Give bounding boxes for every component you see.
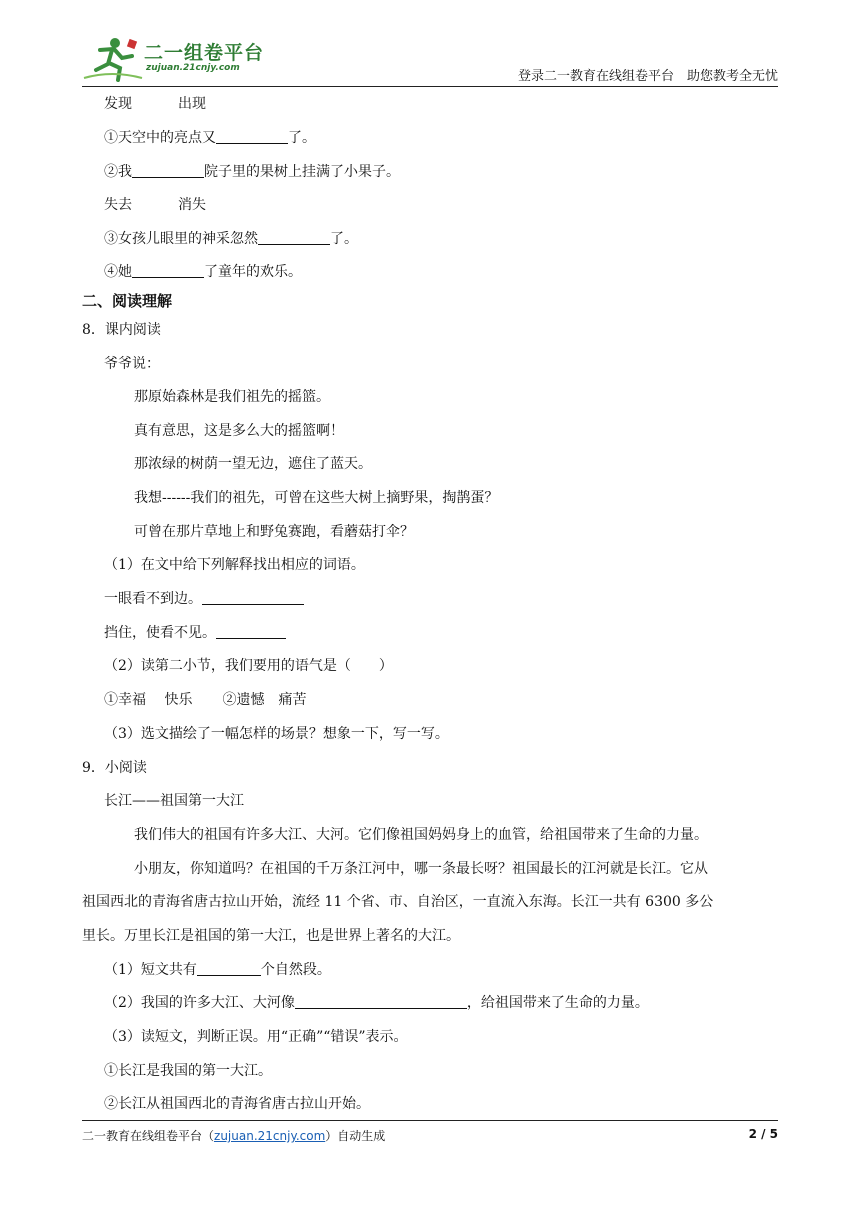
- sub-question-1: （1）短文共有 个自然段。: [104, 962, 331, 978]
- brand-name: 二一组卷平台: [144, 42, 265, 64]
- sub-question-1: （1）在文中给下列解释找出相应的词语。: [104, 557, 365, 573]
- passage-line: 可曾在那片草地上和野兔赛跑，看蘑菇打伞？: [134, 524, 414, 540]
- sentence-3: ③女孩儿眼里的神采忽然 了。: [104, 231, 358, 247]
- sentence-1: ①天空中的亮点又 了。: [104, 130, 316, 146]
- section-title: 二、阅读理解: [82, 292, 173, 310]
- word-pair-2: 失去 消失: [104, 197, 206, 213]
- options-row: [104, 690, 306, 710]
- sub-question-3: （3）选文描绘了一幅怎样的场景？想象一下，写一写。: [104, 726, 449, 742]
- passage-para-1: 我们伟大的祖国有许多大江、大河。它们像祖国妈妈身上的血管，给祖国带来了生命的力量。: [134, 827, 708, 843]
- answer-blank[interactable]: [216, 624, 286, 639]
- passage-line: 那浓绿的树荫一望无边，遮住了蓝天。: [134, 456, 372, 472]
- answer-blank[interactable]: [197, 961, 261, 976]
- definition-2: 挡住，使看不见。: [104, 623, 286, 643]
- option-1[interactable]: ①幸福 快乐: [104, 692, 193, 708]
- page-footer: [82, 1120, 778, 1149]
- word-pair-1: 发现 出现: [104, 96, 206, 112]
- question-9-title: 9．小阅读: [82, 760, 147, 776]
- answer-blank[interactable]: [258, 230, 330, 245]
- answer-blank[interactable]: [202, 590, 304, 605]
- passage-para-2-line-2: 祖国西北的青海省唐古拉山开始，流经 11 个省、市、自治区，一直流入东海。长江一共有 6300 多公: [82, 894, 714, 910]
- passage-para-2-line-1: 小朋友，你知道吗？在祖国的千万条江河中，哪一条最长呀？祖国最长的江河就是长江。它从: [134, 861, 708, 877]
- passage-line: 爷爷说：: [104, 356, 160, 372]
- sub-question-3: （3）读短文，判断正误。用“正确”“错误”表示。: [104, 1029, 408, 1045]
- answer-blank[interactable]: [132, 163, 204, 178]
- definition-1: 一眼看不到边。: [104, 589, 304, 609]
- sub-question-2: （2）读第二小节，我们要用的语气是（ ）: [104, 658, 393, 674]
- answer-blank[interactable]: [216, 129, 288, 144]
- footer-link[interactable]: zujuan.21cnjy.com: [214, 1129, 326, 1143]
- sentence-4: ④她 了童年的欢乐。: [104, 264, 302, 280]
- sub-question-2: （2）我国的许多大江、大河像 ，给祖国带来了生命的力量。: [104, 995, 649, 1011]
- sentence-2: ②我 院子里的果树上挂满了小果子。: [104, 164, 400, 180]
- page-header: [82, 30, 778, 87]
- passage-title: 长江——祖国第一大江: [104, 793, 244, 809]
- brand-url: zujuan.21cnjy.com: [146, 63, 240, 73]
- page-number: 2 / 5: [748, 1127, 778, 1141]
- footer-source: 二一教育在线组卷平台（zujuan.21cnjy.com）自动生成: [82, 1129, 386, 1143]
- passage-line: 我想------我们的祖先，可曾在这些大树上摘野果，掏鹊蛋？: [134, 490, 499, 506]
- header-slogan: 登录二一教育在线组卷平台 助您教考全无忧: [517, 69, 778, 84]
- passage-para-2-line-3: 里长。万里长江是祖国的第一大江，也是世界上著名的大江。: [82, 928, 460, 944]
- question-8-title: 8．课内阅读: [82, 322, 161, 338]
- passage-line: 真有意思，这是多么大的摇篮啊！: [134, 423, 344, 439]
- answer-blank[interactable]: [295, 994, 467, 1009]
- judgement-2: ②长江从祖国西北的青海省唐古拉山开始。: [104, 1096, 370, 1112]
- option-2[interactable]: ②遗憾 痛苦: [222, 692, 307, 708]
- judgement-1: ①长江是我国的第一大江。: [104, 1063, 272, 1079]
- answer-blank[interactable]: [132, 263, 204, 278]
- passage-line: 那原始森林是我们祖先的摇篮。: [134, 389, 330, 405]
